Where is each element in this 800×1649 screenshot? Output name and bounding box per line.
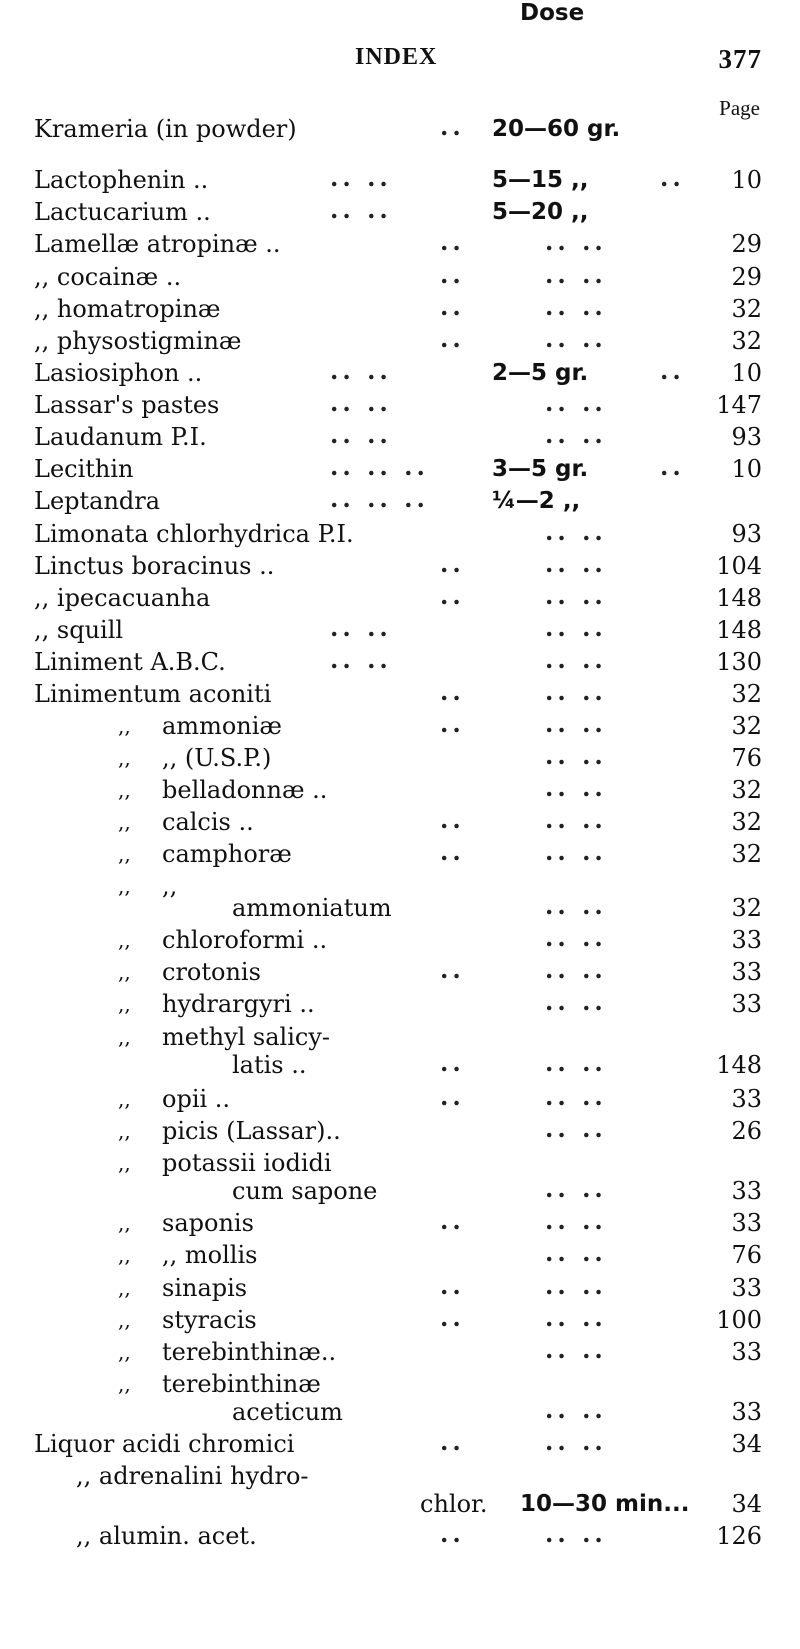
entry-page-ref: 76 [731, 1241, 762, 1269]
leader-dots: .. .. [545, 420, 607, 449]
leader-dots: .. .. [330, 163, 392, 192]
index-entry [0, 924, 800, 956]
index-entry [0, 678, 800, 710]
index-entry [0, 1304, 800, 1336]
entry-name: cum sapone [232, 1177, 378, 1205]
index-entry [0, 357, 800, 389]
ditto-mark: ,, [118, 1372, 131, 1396]
leader-dots: .. .. [330, 613, 392, 642]
leader-dots: .. .. .. [330, 484, 429, 513]
index-entry [0, 389, 800, 421]
entry-page-ref: 100 [716, 1306, 762, 1334]
leader-dots: .. .. [545, 549, 607, 578]
ditto-mark: ,, [118, 960, 131, 984]
entry-name: ammoniæ [162, 712, 282, 740]
leader-dots: .. .. [545, 1335, 607, 1364]
index-entry [0, 196, 800, 228]
leader-dots: .. [440, 955, 465, 984]
entry-name: opii .. [162, 1085, 231, 1113]
entry-page-ref: 32 [731, 776, 762, 804]
entry-name: potassii iodidi [162, 1149, 332, 1177]
ditto-mark: ,, [118, 810, 131, 834]
leader-dots: .. [440, 581, 465, 610]
leader-dots: .. .. [545, 677, 607, 706]
leader-dots: .. [440, 1271, 465, 1300]
ditto-mark: ,, [118, 1276, 131, 1300]
entry-name: ,, (U.S.P.) [162, 744, 272, 772]
index-entry [0, 453, 800, 485]
index-entry [0, 774, 800, 806]
entry-name: saponis [162, 1209, 254, 1237]
leader-dots: .. .. [330, 388, 392, 417]
entry-name: Lecithin [34, 455, 134, 483]
entry-dose: 5—15 ,, [492, 167, 589, 193]
index-entry [0, 550, 800, 582]
leader-dots: .. [440, 549, 465, 578]
index-entry [0, 228, 800, 260]
entry-page-ref: 33 [731, 1274, 762, 1302]
entry-page-ref: 32 [731, 808, 762, 836]
entry-name: crotonis [162, 958, 261, 986]
leader-dots: .. .. [545, 645, 607, 674]
index-entry [0, 1272, 800, 1304]
leader-dots: .. .. [545, 517, 607, 546]
entry-page-ref: 130 [716, 648, 762, 676]
index-entry [0, 838, 800, 870]
index-entry [0, 742, 800, 774]
leader-dots: .. .. [545, 581, 607, 610]
leader-dots: .. .. [330, 195, 392, 224]
entry-page-ref: 10 [731, 166, 762, 194]
index-entry [0, 164, 800, 196]
leader-dots: .. [440, 837, 465, 866]
index-entry [0, 956, 800, 988]
leader-dots: .. .. [545, 1271, 607, 1300]
ditto-mark: ,, [118, 1025, 131, 1049]
leader-dots: .. .. [545, 891, 607, 920]
index-entry [0, 1083, 800, 1115]
entry-name: Laudanum P.I. [34, 423, 207, 451]
index-entry [0, 518, 800, 550]
entry-name: ,, ipecacuanha [34, 584, 211, 612]
leader-dots: .. [440, 227, 465, 256]
index-entry [0, 113, 800, 145]
ditto-mark: ,, [118, 928, 131, 952]
entry-page-ref: 33 [731, 1398, 762, 1426]
index-entry [0, 1207, 800, 1239]
entry-name: ,, homatropinæ [34, 295, 221, 323]
entry-page-ref: 33 [731, 1085, 762, 1113]
entry-name: ,, mollis [162, 1241, 258, 1269]
leader-dots: .. .. [545, 1174, 607, 1203]
entry-page-ref: 93 [731, 423, 762, 451]
leader-dots: .. .. [545, 923, 607, 952]
entry-name: calcis .. [162, 808, 254, 836]
leader-dots: .. .. [545, 1082, 607, 1111]
entry-name: ammoniatum [232, 894, 392, 922]
entry-page-ref: 148 [716, 584, 762, 612]
index-entry [0, 485, 800, 517]
ditto-mark: ,, [118, 746, 131, 770]
entry-page-ref: 32 [731, 840, 762, 868]
leader-dots: .. [440, 1082, 465, 1111]
entry-page-ref: 33 [731, 1338, 762, 1366]
leader-dots: .. [440, 1048, 465, 1077]
leader-dots: .. [440, 1303, 465, 1332]
leader-dots: .. .. [545, 741, 607, 770]
ditto-mark: ,, [118, 842, 131, 866]
leader-dots: .. [660, 452, 685, 481]
ditto-mark: ,, [118, 714, 131, 738]
entry-name: Liniment A.B.C. [34, 648, 226, 676]
leader-dots: .. [440, 112, 465, 141]
entry-name: chloroformi .. [162, 926, 328, 954]
leader-dots: .. .. [545, 388, 607, 417]
index-entry [0, 646, 800, 678]
ditto-mark: ,, [118, 1243, 131, 1267]
index-entry [0, 261, 800, 293]
index-entry [0, 582, 800, 614]
leader-dots: .. .. [330, 645, 392, 674]
entry-name: hydrargyri .. [162, 990, 315, 1018]
entry-name: Lactophenin .. [34, 166, 209, 194]
entry-name: sinapis [162, 1274, 248, 1302]
entry-page-ref: 10 [731, 455, 762, 483]
leader-dots: .. .. [545, 987, 607, 1016]
leader-dots: .. [440, 324, 465, 353]
index-entry [0, 1115, 800, 1147]
ditto-mark: ,, [118, 992, 131, 1016]
leader-dots: .. .. [330, 356, 392, 385]
ditto-mark: ,, [118, 1308, 131, 1332]
leader-dots: .. .. [545, 292, 607, 321]
leader-dots: .. .. [545, 1206, 607, 1235]
entry-name: Lactucarium .. [34, 198, 211, 226]
leader-dots: .. [440, 292, 465, 321]
ditto-mark: ,, [118, 1151, 131, 1175]
leader-dots: .. .. [545, 1238, 607, 1267]
leader-dots: .. .. [545, 227, 607, 256]
leader-dots: .. .. [545, 1114, 607, 1143]
entry-name: ,, alumin. acet. [76, 1522, 257, 1550]
index-entry [0, 892, 800, 924]
index-entry [0, 1049, 800, 1081]
entry-name: styracis [162, 1306, 257, 1334]
ditto-mark: ,, [118, 1119, 131, 1143]
entry-page-ref: 10 [731, 359, 762, 387]
entry-name: chlor. [420, 1490, 488, 1518]
entry-page-ref: 34 [731, 1490, 762, 1518]
leader-dots: .. [440, 1519, 465, 1548]
entry-name: ,, cocainæ .. [34, 263, 182, 291]
entry-page-ref: 34 [731, 1430, 762, 1458]
entry-name: ,, squill [34, 616, 124, 644]
leader-dots: .. .. [545, 613, 607, 642]
entry-page-ref: 29 [731, 230, 762, 258]
index-entry [0, 1175, 800, 1207]
entry-page-ref: 29 [731, 263, 762, 291]
entry-page-ref: 147 [716, 391, 762, 419]
entry-name: belladonnæ .. [162, 776, 328, 804]
leader-dots: .. [660, 356, 685, 385]
leader-dots: .. [660, 163, 685, 192]
leader-dots: .. [440, 805, 465, 834]
ditto-mark: ,, [118, 1087, 131, 1111]
index-entry [0, 1336, 800, 1368]
entry-dose: 5—20 ,, [492, 199, 589, 225]
entry-name: Linimentum aconiti [34, 680, 272, 708]
entry-name: Leptandra [34, 487, 161, 515]
index-entry [0, 1520, 800, 1552]
leader-dots: .. [440, 1427, 465, 1456]
entry-name: picis (Lassar).. [162, 1117, 341, 1145]
entry-dose: 20—60 gr. [492, 116, 621, 142]
index-entry [0, 710, 800, 742]
entry-page-ref: 33 [731, 926, 762, 954]
entry-page-ref: 33 [731, 1209, 762, 1237]
leader-dots: .. [440, 260, 465, 289]
entry-name: terebinthinæ [162, 1370, 321, 1398]
leader-dots: .. .. [545, 773, 607, 802]
entry-name: terebinthinæ.. [162, 1338, 337, 1366]
page-number: 377 [718, 44, 762, 74]
entry-page-ref: 148 [716, 616, 762, 644]
entry-name: aceticum [232, 1398, 343, 1426]
leader-dots: .. .. [545, 260, 607, 289]
entry-page-ref: 32 [731, 680, 762, 708]
entry-page-ref: 32 [731, 295, 762, 323]
leader-dots: .. .. [545, 1303, 607, 1332]
leader-dots: .. .. [545, 1427, 607, 1456]
entry-name: ,, [162, 872, 178, 900]
ditto-mark: ,, [118, 1211, 131, 1235]
index-entry [0, 325, 800, 357]
entry-name: Linctus boracinus .. [34, 552, 275, 580]
entry-dose: 2—5 gr. [492, 360, 589, 386]
running-title: INDEX [355, 44, 438, 70]
entry-page-ref: 126 [716, 1522, 762, 1550]
index-entry [0, 988, 800, 1020]
index-entry [0, 1488, 800, 1520]
entry-name: Liquor acidi chromici [34, 1430, 295, 1458]
entry-page-ref: 104 [716, 552, 762, 580]
index-entry [0, 1396, 800, 1428]
index-entry [0, 806, 800, 838]
entry-page-ref: 33 [731, 958, 762, 986]
entry-name: Lassar's pastes [34, 391, 220, 419]
leader-dots: .. [440, 709, 465, 738]
dose-column-heading: Dose [520, 0, 585, 26]
leader-dots: .. .. [545, 837, 607, 866]
entry-dose: ¼—2 ,, [492, 488, 581, 514]
entry-name: methyl salicy- [162, 1023, 331, 1051]
leader-dots: .. .. [545, 709, 607, 738]
index-entry [0, 293, 800, 325]
entry-name: camphoræ [162, 840, 292, 868]
entry-page-ref: 76 [731, 744, 762, 772]
leader-dots: .. .. [545, 955, 607, 984]
leader-dots: .. .. .. [330, 452, 429, 481]
leader-dots: .. .. [545, 1048, 607, 1077]
ditto-mark: ,, [118, 778, 131, 802]
entry-page-ref: 32 [731, 327, 762, 355]
entry-name: ,, adrenalini hydro- [76, 1462, 309, 1490]
entry-page-ref: 26 [731, 1117, 762, 1145]
entry-name: latis .. [232, 1051, 307, 1079]
entry-name: Lasiosiphon .. [34, 359, 203, 387]
entry-name: Krameria (in powder) [34, 115, 297, 143]
entry-page-ref: 148 [716, 1051, 762, 1079]
entry-page-ref: 32 [731, 712, 762, 740]
entry-name: Lamellæ atropinæ .. [34, 230, 281, 258]
index-entry [0, 614, 800, 646]
entry-name: Limonata chlorhydrica P.I. [34, 520, 354, 548]
leader-dots: .. .. [545, 1519, 607, 1548]
leader-dots: .. [440, 677, 465, 706]
index-entry [0, 1428, 800, 1460]
ditto-mark: ,, [118, 1340, 131, 1364]
entry-page-ref: 33 [731, 1177, 762, 1205]
entry-page-ref: 93 [731, 520, 762, 548]
leader-dots: .. [440, 1206, 465, 1235]
index-entry [0, 1239, 800, 1271]
entry-page-ref: 33 [731, 990, 762, 1018]
leader-dots: .. .. [545, 1395, 607, 1424]
entry-name: ,, physostigminæ [34, 327, 242, 355]
leader-dots: .. .. [545, 805, 607, 834]
entry-dose: 3—5 gr. [492, 456, 589, 482]
index-entry [0, 421, 800, 453]
leader-dots: .. .. [545, 324, 607, 353]
entry-dose: 10—30 min... [520, 1491, 690, 1517]
entry-page-ref: 32 [731, 894, 762, 922]
leader-dots: .. .. [330, 420, 392, 449]
ditto-mark: ,, [118, 874, 131, 898]
page-column-heading: Page [719, 96, 760, 120]
